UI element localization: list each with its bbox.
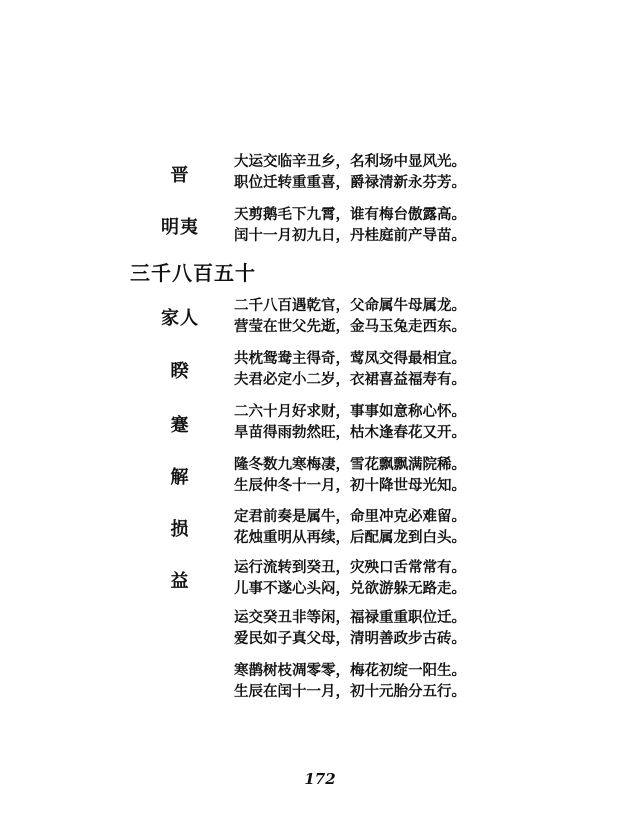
hexagram-name: 益 bbox=[170, 571, 190, 592]
verse-line: 共枕鸳鸯主得奇，莺凤交得最相宜。 bbox=[234, 350, 466, 367]
verse-line: 职位迁转重重喜，爵禄清新永芬芳。 bbox=[234, 174, 466, 191]
verse-line: 生辰在闰十一月，初十元胎分五行。 bbox=[234, 683, 466, 700]
verse-line: 闰十一月初九日，丹桂庭前产导苗。 bbox=[234, 227, 466, 244]
verse-line: 隆冬数九寒梅凄，雪花飘飘满院稀。 bbox=[234, 456, 466, 473]
verse-block bbox=[234, 557, 466, 599]
verse-line: 营莹在世父先逝，金马玉兔走西东。 bbox=[234, 318, 466, 335]
verse-line: 旱苗得雨勃然旺，枯木逢春花又开。 bbox=[234, 424, 466, 441]
verse-line: 运行流转到癸丑，灾殃口舌常常有。 bbox=[234, 559, 466, 576]
verse-block bbox=[234, 348, 466, 390]
verse-line: 花烛重明从再续，后配属龙到白头。 bbox=[234, 529, 466, 546]
verse-block bbox=[234, 151, 466, 193]
hexagram-name: 睽 bbox=[170, 361, 190, 382]
verse-block bbox=[234, 204, 466, 246]
hexagram-name: 蹇 bbox=[170, 415, 190, 436]
hexagram-name: 明夷 bbox=[161, 217, 199, 238]
section-title: 三千八百五十 bbox=[130, 261, 256, 285]
verse-line: 大运交临辛丑乡，名利场中显风光。 bbox=[234, 153, 466, 170]
verse-line: 爱民如子真父母，清明善政步古砖。 bbox=[234, 630, 466, 647]
verse-block bbox=[234, 506, 466, 548]
verse-line: 天剪鹅毛下九霄，谁有梅台傲露高。 bbox=[234, 206, 466, 223]
verse-line: 生辰仲冬十一月，初十降世母光知。 bbox=[234, 477, 466, 494]
verse-line: 夫君必定小二岁，衣裙喜益福寿有。 bbox=[234, 371, 466, 388]
hexagram-name: 晋 bbox=[170, 165, 190, 186]
hexagram-name: 解 bbox=[170, 467, 190, 488]
page-number: 172 bbox=[304, 770, 336, 788]
verse-line: 寒鹊树枝凋零零，梅花初绽一阳生。 bbox=[234, 662, 466, 679]
hexagram-name: 家人 bbox=[161, 308, 199, 329]
verse-block bbox=[234, 607, 466, 649]
verse-block bbox=[234, 401, 466, 443]
verse-block bbox=[234, 454, 466, 496]
verse-line: 定君前奏是属牛，命里冲克必难留。 bbox=[234, 508, 466, 525]
verse-block bbox=[234, 295, 466, 337]
hexagram-name: 损 bbox=[170, 519, 190, 540]
verse-block bbox=[234, 660, 466, 702]
verse-line: 运交癸丑非等闲，福禄重重职位迁。 bbox=[234, 609, 466, 626]
verse-line: 二六十月好求财，事事如意称心怀。 bbox=[234, 403, 466, 420]
verse-line: 儿事不遂心头闷，兑欲游躲无路走。 bbox=[234, 580, 466, 597]
verse-line: 二千八百遇乾官，父命属牛母属龙。 bbox=[234, 297, 466, 314]
